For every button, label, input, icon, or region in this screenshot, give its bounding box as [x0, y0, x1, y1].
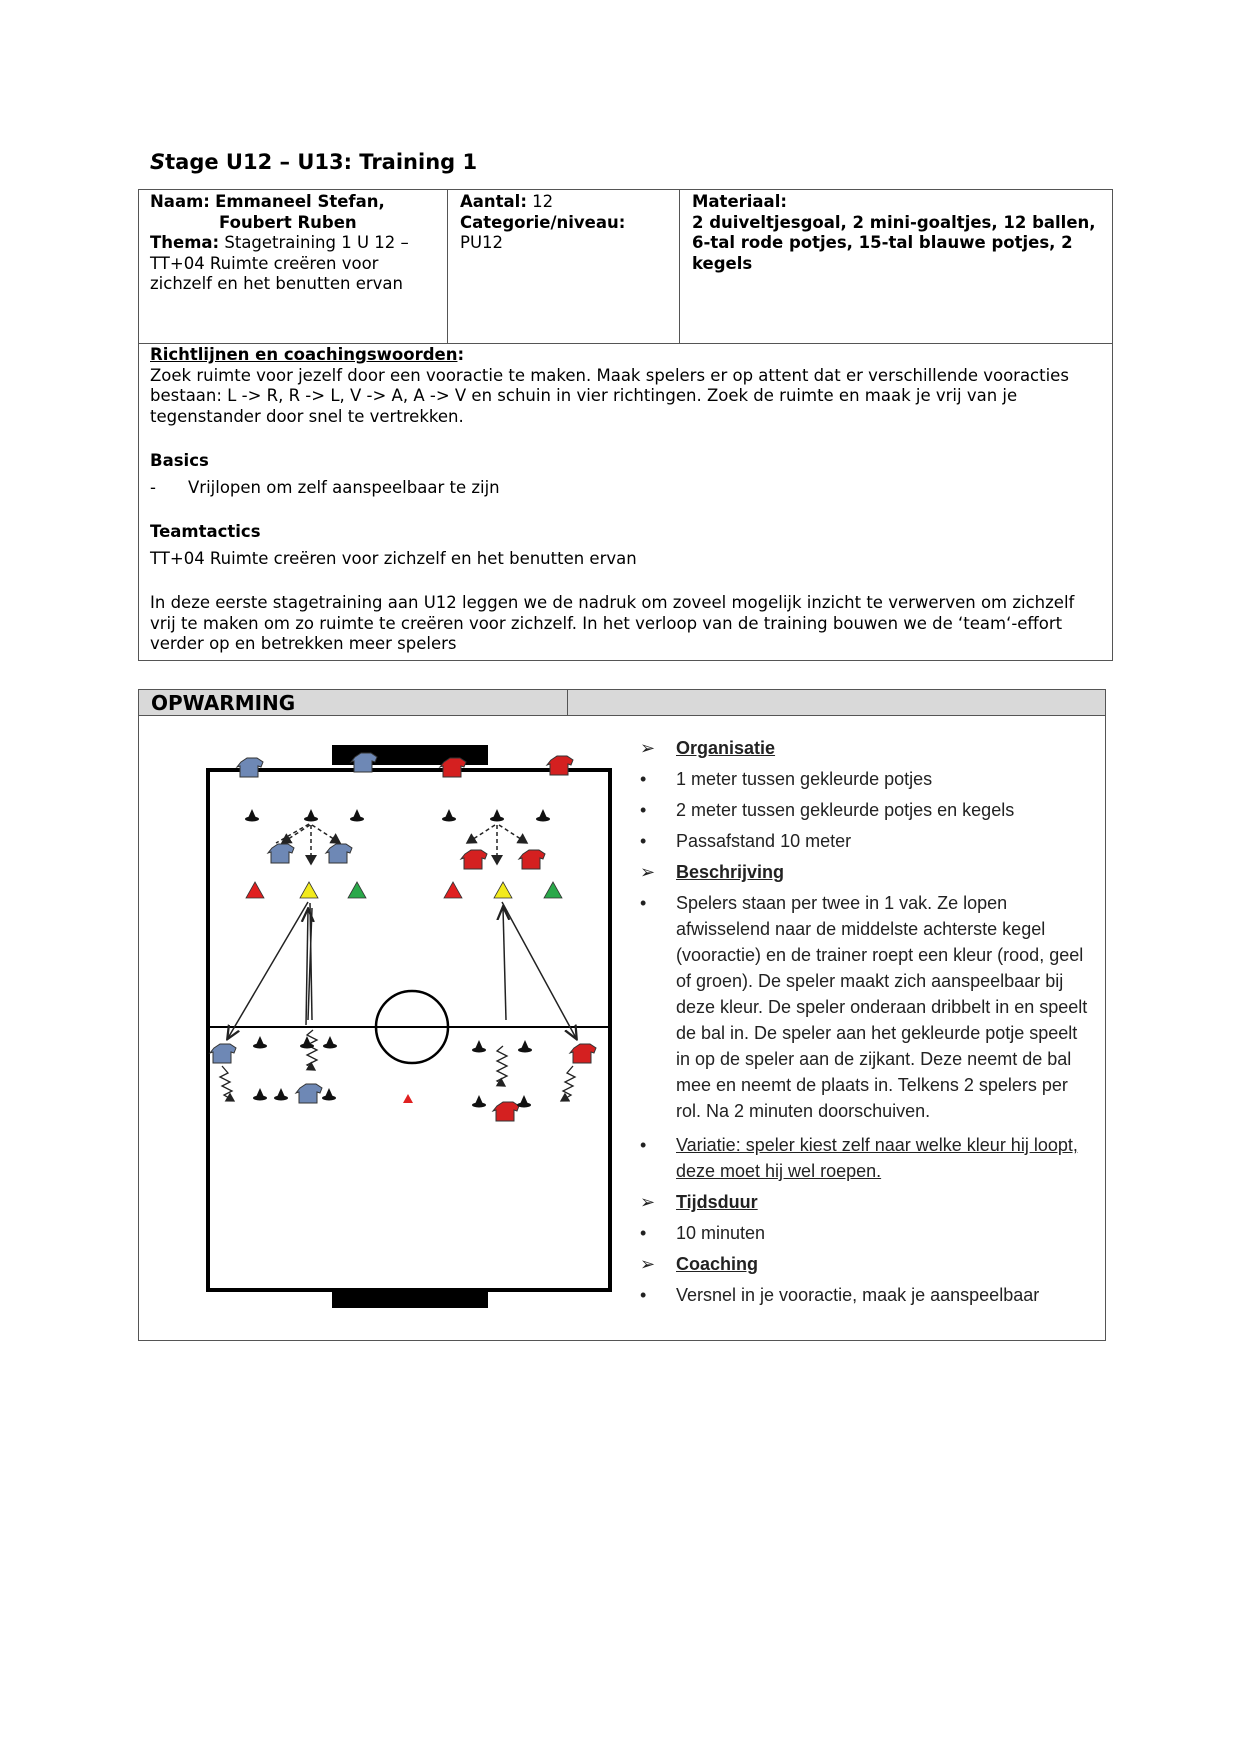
- variatie-item: • Variatie: speler kiest zelf naar welke kleur hij loopt, deze moet hij wel roepen.: [640, 1132, 1095, 1184]
- organisatie-heading-item: [640, 735, 1095, 761]
- richtlijnen-para-2: vrij te maken om zo ruimte te creëren voor zichzelf. In het verloop van de training bouwen we de ‘team‘-effort: [150, 613, 1063, 633]
- basics-heading: Basics: [150, 451, 209, 470]
- org-item-2: • 2 meter tussen gekleurde potjes en kegels: [640, 797, 1095, 823]
- page-title: [150, 150, 477, 174]
- top-cones: [245, 809, 550, 822]
- org-item-1: • 1 meter tussen gekleurde potjes: [640, 766, 1095, 792]
- title-rest: tage U12 – U13: Training 1: [165, 150, 478, 174]
- tijdsduur-heading: Tijdsduur: [676, 1192, 758, 1212]
- coaching-heading-item: [640, 1251, 1095, 1277]
- beschrijving-item: • Spelers staan per twee in 1 vak. Ze lopen afwisselend naar de middelste achterste kegel (vooractie) en de trainer roept een kleur (rood, geel of groen). De speler maakt zich aanspeelbaar bij deze kleur. De speler onderaan dribbelt in en speelt de bal in. De speler aan het gekleurde potje speelt in op de speler aan de zijkant. Deze neemt de bal mee en neemt de plaats in. Telkens 2 spelers per rol. Na 2 minuten doorschuiven.: [640, 890, 1095, 1124]
- materiaal-1: 2 duiveltjesgoal, 2 mini-goaltjes, 12 ballen,: [692, 212, 1096, 232]
- blue-player-dribbler: [296, 1084, 322, 1103]
- arrow-icon: ➢: [640, 862, 656, 882]
- bullet-icon: •: [640, 1223, 647, 1243]
- richtlijnen-para-1: In deze eerste stagetraining aan U12 leggen we de nadruk om zoveel mogelijk inzicht te verwerven om zichzelf: [150, 593, 1075, 612]
- blue-player-top-1: [237, 758, 263, 777]
- naam-1: Emmaneel Stefan,: [215, 192, 385, 211]
- exercise-description: [640, 735, 1095, 1308]
- richtlijnen-colon: :: [457, 345, 465, 364]
- small-red-cone: [403, 1094, 413, 1103]
- colored-cones: [246, 882, 562, 898]
- bullet-icon: •: [640, 831, 647, 851]
- tijdsduur-heading-item: [640, 1189, 1095, 1215]
- teamtactics-heading: Teamtactics: [150, 522, 261, 541]
- bullet-icon: •: [640, 769, 647, 789]
- coaching-item: • Versnel in je vooractie, maak je aanspeelbaar: [640, 1282, 1095, 1308]
- tijdsduur-item: • 10 minuten: [640, 1220, 1095, 1246]
- thema-2: TT+04 Ruimte creëren voor: [150, 253, 379, 273]
- thema-3: zichzelf en het benutten ervan: [150, 274, 404, 293]
- richtlijnen-line-1: Zoek ruimte voor jezelf door een vooractie te maken. Maak spelers er op attent dat er verschillende vooracties: [150, 365, 1069, 385]
- run-arrows: [276, 824, 527, 864]
- richtlijnen-heading: Richtlijnen en coachingswoorden: [150, 345, 458, 364]
- organisatie-heading: Organisatie: [676, 738, 776, 758]
- aantal-value: 12: [526, 192, 554, 211]
- info-cell-materiaal: [680, 190, 1112, 343]
- materiaal-3: kegels: [692, 253, 753, 273]
- blue-player-mid-2: [326, 844, 352, 863]
- beschrijving-heading: Beschrijving: [676, 862, 785, 882]
- arrow-icon: ➢: [640, 1254, 656, 1274]
- thema-label: Thema:: [150, 233, 220, 252]
- red-player-mid-1: [461, 850, 487, 869]
- basics-text: Vrijlopen om zelf aanspeelbaar te zijn: [188, 477, 500, 497]
- info-table: [138, 189, 1113, 661]
- materiaal-2: 6-tal rode potjes, 15-tal blauwe potjes, 2: [692, 233, 1073, 252]
- blue-player-mid-1: [268, 844, 294, 863]
- title-lead: S: [150, 150, 166, 174]
- info-row-header: [139, 190, 1112, 344]
- info-cell-naam: [139, 190, 448, 343]
- bullet-icon: •: [640, 800, 647, 820]
- org-item-3: • Passafstand 10 meter: [640, 828, 1095, 854]
- coaching-heading: Coaching: [676, 1254, 759, 1274]
- richtlijnen-line-2: bestaan: L -> R, R -> L, V -> A, A -> V en schuin in vier richtingen. Zoek de ruimte en maak je vrij van je: [150, 386, 1018, 405]
- blue-player-bottom-left: [210, 1044, 236, 1063]
- info-row-richtlijnen: [139, 343, 1112, 657]
- richtlijnen-para-3: verder op en betrekken meer spelers: [150, 634, 457, 653]
- red-player-bottom-right: [570, 1044, 596, 1063]
- exercise-diagram: [200, 740, 630, 1310]
- opwarming-header: [139, 690, 1105, 716]
- arrow-icon: ➢: [640, 738, 656, 758]
- categorie-label: Categorie/niveau:: [460, 212, 626, 232]
- aantal-label: Aantal:: [460, 192, 527, 211]
- red-player-mid-2: [519, 850, 545, 869]
- materiaal-label: Materiaal:: [692, 192, 787, 211]
- opwarming-label: OPWARMING: [151, 691, 296, 715]
- thema-1: Stagetraining 1 U 12 –: [219, 233, 409, 252]
- dribble-zigzags: [220, 1030, 575, 1101]
- bullet-icon: •: [640, 1135, 647, 1155]
- basics-item: [150, 478, 1101, 499]
- bottom-goal: [332, 1292, 488, 1308]
- naam-2: Foubert Ruben: [219, 212, 357, 232]
- beschrijving-heading-item: [640, 859, 1095, 885]
- bullet-icon: •: [640, 1285, 647, 1305]
- basics-dash: -: [150, 477, 156, 497]
- richtlijnen-line-3: tegenstander door snel te vertrekken.: [150, 406, 464, 426]
- naam-label: Naam:: [150, 192, 210, 211]
- red-player-dribbler: [493, 1102, 519, 1121]
- pitch-outline: [208, 770, 610, 1290]
- info-cell-aantal: [448, 190, 680, 343]
- header-divider: [567, 690, 568, 716]
- pass-arrows: [228, 902, 576, 1038]
- categorie-value: PU12: [460, 233, 504, 252]
- bottom-cones: [253, 1036, 532, 1108]
- red-player-top-2: [547, 756, 573, 775]
- bullet-icon: •: [640, 893, 647, 913]
- teamtactics-item: TT+04 Ruimte creëren voor zichzelf en het benutten ervan: [150, 548, 637, 568]
- arrow-icon: ➢: [640, 1192, 656, 1212]
